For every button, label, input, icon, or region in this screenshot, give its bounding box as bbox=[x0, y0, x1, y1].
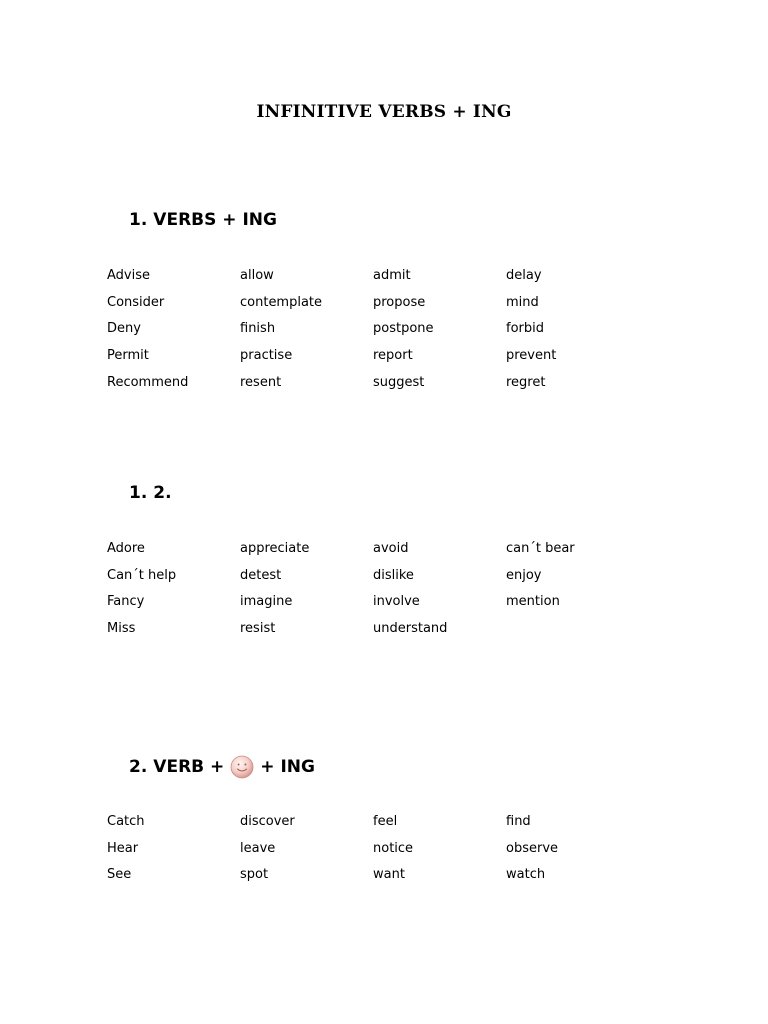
verb-cell: enjoy bbox=[506, 567, 542, 583]
table-row bbox=[107, 536, 639, 563]
verb-cell: want bbox=[373, 867, 405, 883]
section-title-before: VERB + bbox=[153, 757, 225, 777]
verb-cell: feel bbox=[373, 814, 398, 829]
verb-cell: admit bbox=[373, 268, 411, 283]
verb-cell: report bbox=[373, 348, 413, 364]
section-title: 2. bbox=[153, 483, 172, 503]
table-row bbox=[107, 343, 639, 370]
section-title: VERBS + ING bbox=[153, 210, 277, 230]
table-row bbox=[107, 316, 639, 343]
verb-cell: resist bbox=[240, 621, 276, 637]
verb-cell: Permit bbox=[107, 348, 149, 364]
verb-cell: contemplate bbox=[240, 294, 323, 310]
verb-cell: propose bbox=[373, 294, 426, 310]
verb-cell: regret bbox=[506, 374, 546, 390]
verb-table-1 bbox=[107, 263, 639, 397]
verb-cell: can´t bear bbox=[506, 541, 575, 556]
section-1-heading bbox=[129, 209, 277, 231]
section-number: 1. bbox=[129, 483, 148, 503]
verb-cell: detest bbox=[240, 567, 282, 583]
verb-cell: spot bbox=[240, 867, 269, 883]
verb-cell: Advise bbox=[107, 268, 150, 283]
verb-cell: Deny bbox=[107, 321, 141, 337]
verb-cell: avoid bbox=[373, 541, 409, 556]
verb-cell: allow bbox=[240, 268, 274, 283]
table-row bbox=[107, 836, 639, 863]
verb-cell: imagine bbox=[240, 594, 293, 610]
verb-cell: appreciate bbox=[240, 541, 310, 556]
section-title-after: + ING bbox=[260, 757, 315, 777]
verb-cell: mention bbox=[506, 594, 560, 610]
verb-cell: practise bbox=[240, 348, 293, 364]
verb-cell: Fancy bbox=[107, 594, 145, 610]
table-row bbox=[107, 809, 639, 836]
verb-cell: discover bbox=[240, 814, 295, 829]
section-number: 1. bbox=[129, 210, 148, 230]
verb-table-2 bbox=[107, 536, 639, 643]
verb-cell: notice bbox=[373, 840, 414, 856]
verb-cell bbox=[506, 616, 639, 643]
verb-cell: observe bbox=[506, 840, 559, 856]
table-row bbox=[107, 862, 639, 889]
verb-cell: forbid bbox=[506, 321, 544, 337]
verb-cell: Consider bbox=[107, 294, 165, 310]
table-row bbox=[107, 263, 639, 290]
section-3-heading bbox=[129, 755, 315, 779]
verb-cell: leave bbox=[240, 840, 276, 856]
verb-cell: delay bbox=[506, 268, 542, 283]
verb-cell: Catch bbox=[107, 814, 145, 829]
verb-cell: dislike bbox=[373, 567, 414, 583]
table-row bbox=[107, 370, 639, 397]
table-row bbox=[107, 616, 639, 643]
verb-cell: Miss bbox=[107, 621, 136, 637]
verb-cell: suggest bbox=[373, 374, 425, 390]
table-row bbox=[107, 589, 639, 616]
verb-cell: resent bbox=[240, 374, 282, 390]
section-number: 2. bbox=[129, 757, 148, 777]
verb-cell: find bbox=[506, 814, 531, 829]
verb-cell: mind bbox=[506, 294, 539, 310]
verb-cell: understand bbox=[373, 621, 448, 637]
verb-cell: involve bbox=[373, 594, 420, 610]
verb-cell: postpone bbox=[373, 321, 434, 337]
verb-cell: Recommend bbox=[107, 374, 189, 390]
verb-table-3 bbox=[107, 809, 639, 889]
smiley-face-icon bbox=[230, 755, 254, 779]
table-row bbox=[107, 290, 639, 317]
verb-cell: finish bbox=[240, 321, 276, 337]
page-title: INFINITIVE VERBS + ING bbox=[256, 102, 512, 122]
table-row bbox=[107, 563, 639, 590]
verb-cell: Adore bbox=[107, 541, 145, 556]
verb-cell: Hear bbox=[107, 840, 139, 856]
section-2-heading bbox=[129, 482, 172, 504]
verb-cell: Can´t help bbox=[107, 567, 177, 583]
verb-cell: watch bbox=[506, 867, 546, 883]
verb-cell: prevent bbox=[506, 348, 557, 364]
verb-cell: See bbox=[107, 867, 132, 883]
